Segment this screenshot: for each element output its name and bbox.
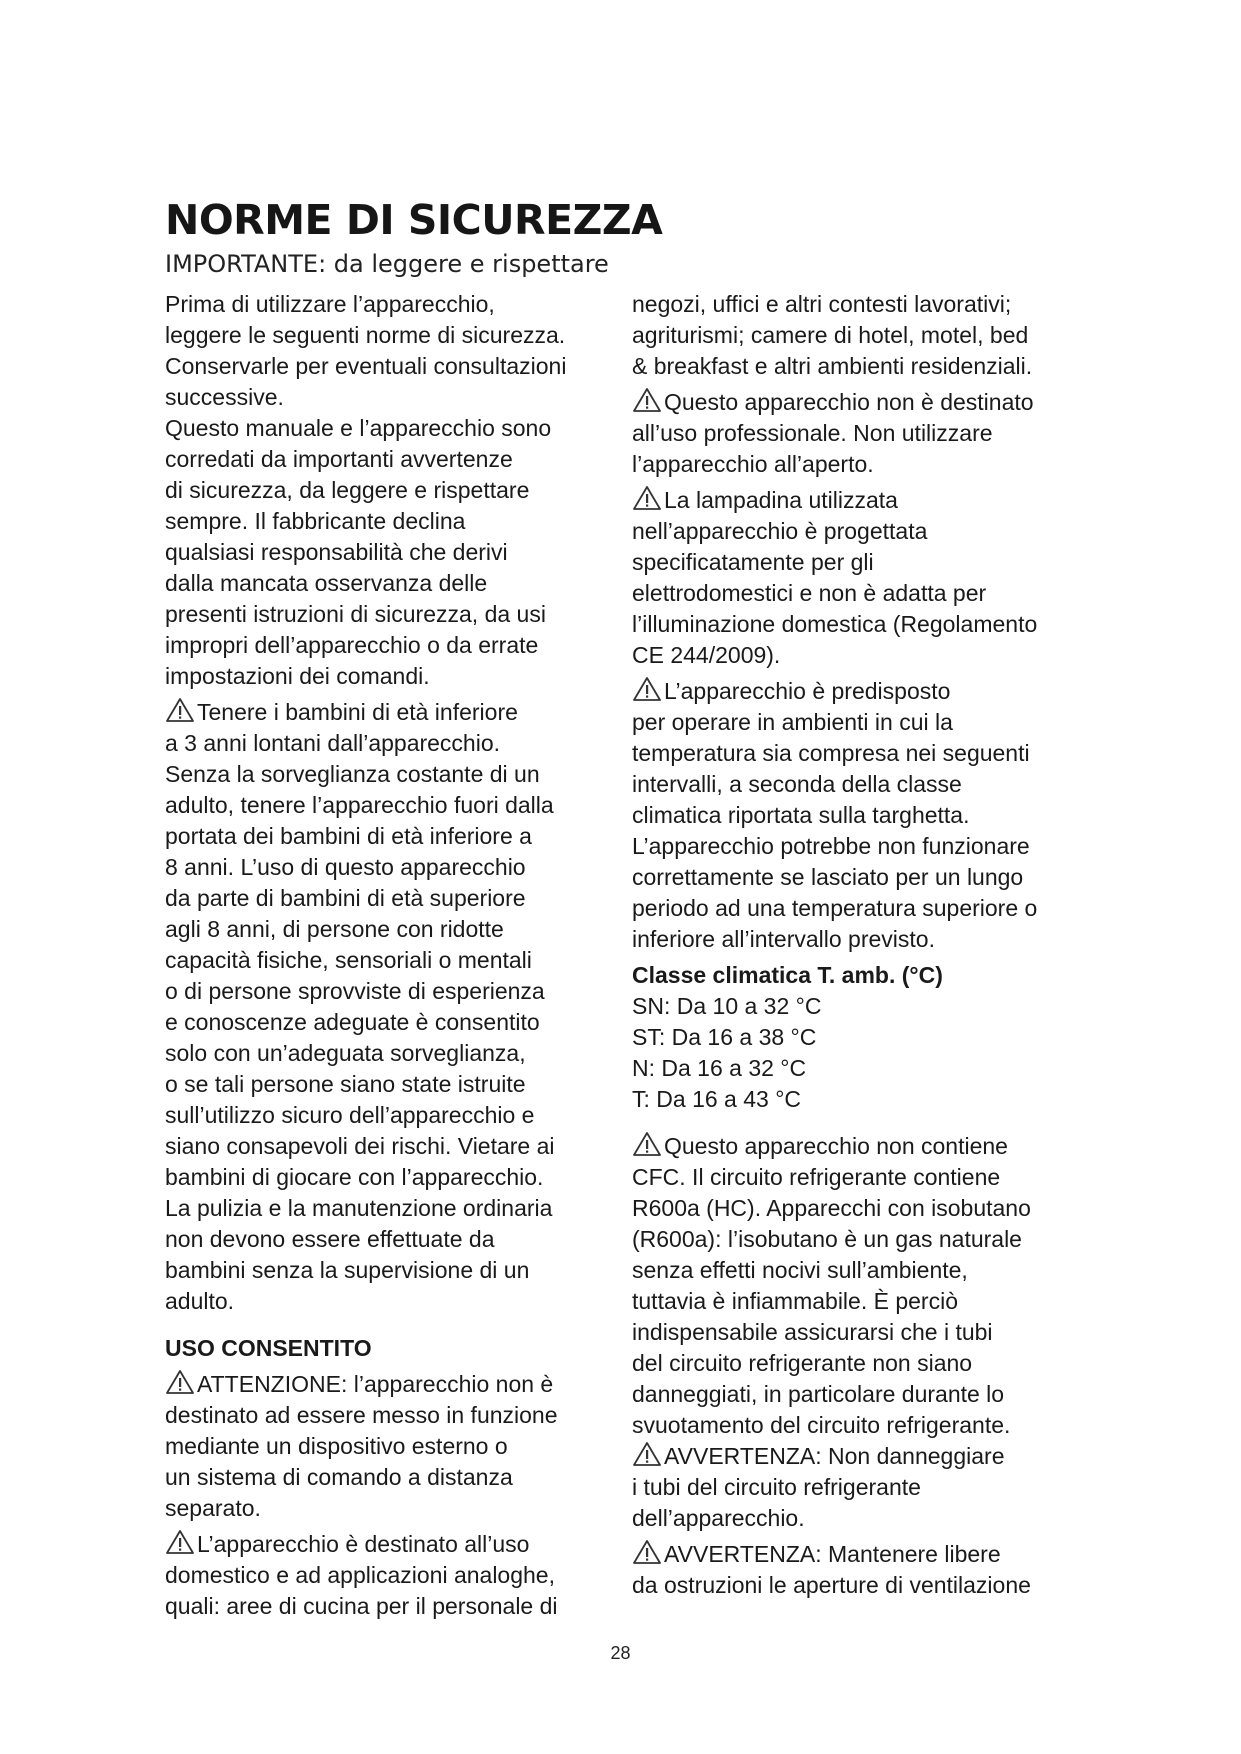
classe-row: ST: Da 16 a 38 °C [632,1024,817,1050]
manual-paragraph: Questo manuale e l’apparecchio sono corredati da importanti avvertenze di sicurezza, da leggere e rispettare sempre. Il fabbricante declina qualsiasi responsabilità che derivi dalla mancata osservanza delle presenti istruzioni di sicurezza, da usi impropri dell’apparecchio o da errate impostazioni dei comandi. [165,415,552,689]
warning-triangle-icon [632,1539,662,1565]
page-subtitle: IMPORTANTE: da leggere e rispettare [165,250,609,278]
intro-paragraph: Prima di utilizzare l’apparecchio, leggere le seguenti norme di sicurezza. Conservarle per eventuali consultazioni successive. [165,291,567,410]
professionale-warning: Questo apparecchio non è destinato all’uso professionale. Non utilizzare l’apparecchio all’aperto. [632,389,1034,477]
uso-consentito-heading: USO CONSENTITO [165,1335,372,1361]
warning-triangle-icon [632,1131,662,1157]
cfc-warning: Questo apparecchio non contiene CFC. Il circuito refrigerante contiene R600a (HC). Apparecchi con isobutano (R600a): l’isobutano è un gas naturale senza effetti nocivi sull’ambiente, tuttavia è infiammabile. È perciò indispensabile assicurarsi che i tubi del circuito refrigerante non siano danneggiati, in particolare durante lo svuotamento del circuito refrigerante. [632,1133,1031,1438]
warning-triangle-icon [632,676,662,702]
warning-triangle-icon [165,1529,195,1555]
uso-domestico-paragraph: L’apparecchio è destinato all’uso domestico e ad applicazioni analoghe, quali: aree di cucina per il personale di [165,1531,558,1619]
avvertenza-ventilazione: AVVERTENZA: Mantenere libere da ostruzioni le aperture di ventilazione [632,1541,1031,1598]
page-number: 28 [610,1643,631,1663]
classe-row: SN: Da 10 a 32 °C [632,993,822,1019]
children-warning: Tenere i bambini di età inferiore a 3 anni lontani dall’apparecchio. Senza la sorveglianza costante di un adulto, tenere l’apparecchio fuori dalla portata dei bambini di età inferiore a 8 anni. L’uso di questo apparecchio da parte di bambini di età superiore agli 8 anni, di persone con ridotte capacità fisiche, sensoriali o mentali o di persone sprovviste di esperienza e conoscenze adeguate è consentito solo con un’adeguata sorveglianza, o se tali persone siano state istruite sull’utilizzo sicuro dell’apparecchio e siano consapevoli dei rischi. Vietare ai bambini di giocare con l’apparecchio. La pulizia e la manutenzione ordinaria non devono essere effettuate da bambini senza la supervisione di un adulto. [165,699,555,1314]
classe-row: T: Da 16 a 43 °C [632,1086,802,1112]
warning-triangle-icon [632,485,662,511]
warning-triangle-icon [632,1441,662,1467]
warning-triangle-icon [165,697,195,723]
classi-list [632,991,1092,1115]
avvertenza-tubi: AVVERTENZA: Non danneggiare i tubi del circuito refrigerante dell’apparecchio. [632,1443,1005,1531]
right-column [632,289,1092,1601]
lampadina-warning: La lampadina utilizzata nell’apparecchio è progettata specificatamente per gli elettrodomestici e non è adatta per l’illuminazione domestica (Regolamento CE 244/2009). [632,487,1038,668]
attenzione-paragraph: ATTENZIONE: l’apparecchio non è destinato ad essere messo in funzione mediante un dispositivo esterno o un sistema di comando a distanza separato. [165,1371,558,1521]
warning-triangle-icon [165,1369,195,1395]
warning-triangle-icon [632,387,662,413]
contesti-paragraph: negozi, uffici e altri contesti lavorativi; agriturismi; camere di hotel, motel, bed & breakfast e altri ambienti residenziali. [632,291,1033,379]
classe-climatica-heading: Classe climatica T. amb. (°C) [632,962,943,988]
temperatura-warning: L’apparecchio è predisposto per operare in ambienti in cui la temperatura sia compresa nei seguenti intervalli, a seconda della classe climatica riportata sulla targhetta. L’apparecchio potrebbe non funzionare correttamente se lasciato per un lungo periodo ad una temperatura superiore o inferiore all’intervallo previsto. [632,678,1038,952]
left-column [165,289,605,1622]
classe-row: N: Da 16 a 32 °C [632,1055,807,1081]
page-title: NORME DI SICUREZZA [165,196,663,244]
